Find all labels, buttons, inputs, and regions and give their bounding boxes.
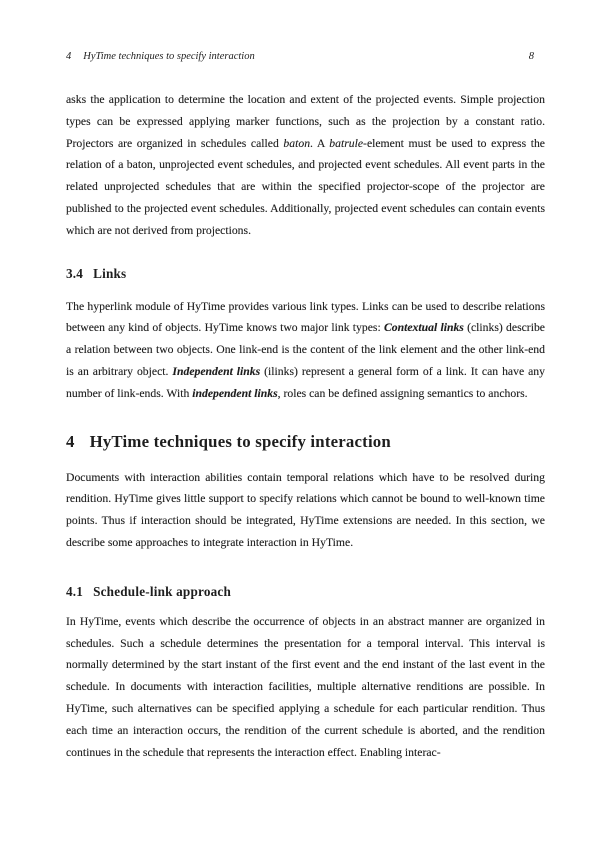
paragraph-projection: asks the application to determine the location and extent of the projected events. Simple projection types can be expressed applying marker functions, such as the projection by a constant ratio. Projectors are organized in schedules called baton. A batrule-element must be used to express the relation of a baton, unprojected event schedules, and projected event schedules. All event parts in the related unprojected schedules that are within the specified projector-scope of the projector are published to the projected event schedules. Additionally, projected event schedules can contain events which are not derived from projections. [66, 93, 545, 237]
page-number: 8 [528, 51, 534, 62]
paragraph-interaction-intro: Documents with interaction abilities contain temporal relations which have to be resolved during rendition. HyTime gives little support to specify relations which cannot be bound to well-known time points. Thus if interaction should be integrated, HyTime extensions are needed. In this section, we describe some approaches to integrate interaction in HyTime. [66, 470, 545, 549]
section-title: Schedule-link approach [93, 583, 231, 599]
section-heading-3-4-links [66, 266, 545, 282]
page-header [66, 0, 545, 63]
section-number: 3.4 [66, 265, 84, 281]
paragraph-schedule-link: In HyTime, events which describe the occurrence of objects in an abstract manner are organized in schedules. Such a schedule determines the presentation for a temporal interval. This interval is normally determined by the start instant of the first event and the end instant of the last event in the schedule. In documents with interaction facilities, multiple alternative renditions are possible. In HyTime, such alternatives can be specified applying a schedule for each particular rendition. Thus each time an interaction occurs, the rendition of the current schedule is aborted, and the rendition continues in the schedule that represents the interaction effect. Enabling interac- [66, 614, 545, 759]
paragraph-links: The hyperlink module of HyTime provides various link types. Links can be used to describe relations between any kind of objects. HyTime knows two major link types: Contextual links (clinks) describe a relation between two objects. One link-end is the content of the link element and the other link-end is an arbitrary object. Independent links (ilinks) represent a general form of a link. It can have any number of link-ends. With independent links, roles can be defined assigning semantics to anchors. [66, 299, 545, 400]
running-head-section-number: 4 [66, 51, 72, 62]
running-head [66, 50, 255, 63]
section-title: Links [93, 265, 127, 281]
section-number: 4 [66, 431, 75, 451]
section-number: 4.1 [66, 583, 84, 599]
section-heading-4-1-schedule-link [66, 584, 545, 600]
running-head-title: HyTime techniques to specify interaction [83, 51, 255, 62]
section-title: HyTime techniques to specify interaction [89, 431, 391, 451]
section-heading-4-hytime-techniques [66, 431, 545, 452]
